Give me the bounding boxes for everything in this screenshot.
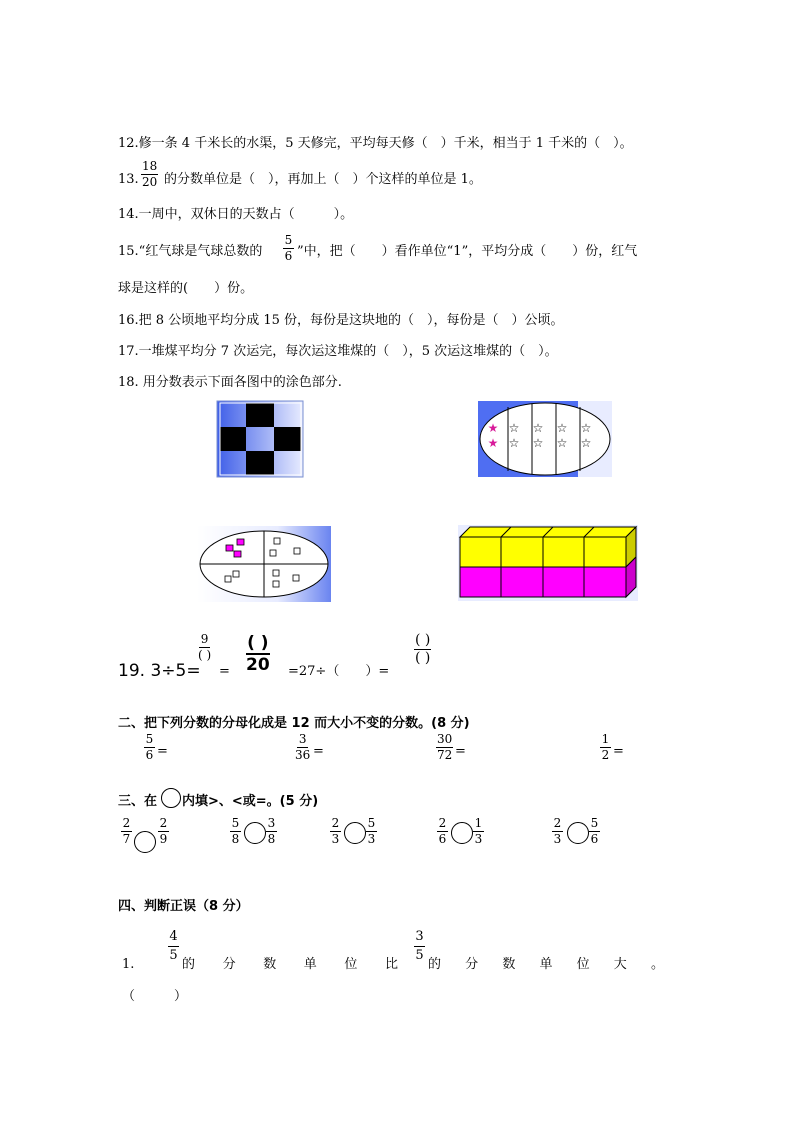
equals-sign: = bbox=[157, 744, 168, 759]
compare-left-fraction bbox=[230, 817, 241, 846]
compare-circle-input[interactable] bbox=[344, 822, 366, 844]
judgement-1-fraction-2 bbox=[414, 929, 425, 964]
star-outline-icon: ☆ bbox=[532, 436, 544, 450]
section-2-heading: 二、把下列分数的分母化成是 12 而大小不变的分数。(8 分) bbox=[118, 716, 470, 731]
compare-right-fraction bbox=[158, 817, 169, 846]
section-3-heading-end: 内填>、<或=。(5 分) bbox=[182, 794, 319, 809]
fraction-numerator: ( ) bbox=[247, 633, 269, 653]
fraction-denominator: 3 bbox=[553, 832, 562, 846]
fraction-numerator: ( ) bbox=[415, 632, 431, 648]
fraction-numerator: 2 bbox=[553, 816, 562, 830]
compare-right-fraction bbox=[473, 817, 484, 846]
fraction-denominator: 20 bbox=[142, 175, 158, 189]
fraction-numerator: 5 bbox=[284, 233, 293, 247]
char: 分 bbox=[465, 957, 479, 972]
compare-right-fraction bbox=[589, 817, 600, 846]
compare-left-fraction bbox=[121, 817, 132, 846]
figure-cube-ellipse bbox=[197, 526, 331, 602]
star-outline-icon: ☆ bbox=[580, 436, 592, 450]
question-19-middle: =27÷（ ）= bbox=[288, 664, 390, 679]
star-outline-icon: ☆ bbox=[508, 436, 520, 450]
star-outline-icon: ☆ bbox=[532, 421, 544, 435]
filled-star-icon: ★ bbox=[487, 436, 499, 450]
compare-circle-input[interactable] bbox=[134, 831, 156, 853]
fraction-denominator: 20 bbox=[246, 655, 270, 675]
fraction-numerator: 2 bbox=[122, 816, 131, 830]
fraction-numerator: 2 bbox=[159, 816, 168, 830]
char: 分 bbox=[222, 957, 236, 972]
section-2-fraction-3 bbox=[436, 733, 453, 762]
char: 单 bbox=[303, 957, 317, 972]
fraction-numerator: 18 bbox=[142, 159, 158, 173]
section-2-fraction-2 bbox=[295, 733, 310, 762]
judgement-1-fraction-1 bbox=[168, 929, 179, 964]
compare-circle-input[interactable] bbox=[567, 822, 589, 844]
fraction-denominator: 3 bbox=[474, 832, 483, 846]
question-13-text: 的分数单位是（ ），再加上（ ）个这样的单位是 1。 bbox=[164, 172, 482, 187]
question-15-part-a: 15.“红气球是气球总数的 bbox=[118, 244, 263, 259]
fraction-denominator: 72 bbox=[437, 748, 453, 762]
section-4-heading: 四、判断正误（8 分） bbox=[118, 899, 249, 914]
char: 的 bbox=[428, 957, 442, 972]
compare-right-fraction bbox=[366, 817, 377, 846]
compare-circle-input[interactable] bbox=[244, 822, 266, 844]
compare-right-fraction bbox=[266, 817, 277, 846]
fraction-numerator: 9 bbox=[200, 632, 209, 646]
fraction-denominator: 7 bbox=[122, 832, 131, 846]
question-14: 14.一周中，双休日的天数占（ ）。 bbox=[118, 207, 354, 222]
question-18: 18. 用分数表示下面各图中的涂色部分. bbox=[118, 375, 342, 390]
char: 比 bbox=[384, 957, 398, 972]
fraction-numerator: 5 bbox=[231, 816, 240, 830]
question-17: 17.一堆煤平均分 7 次运完，每次运这堆煤的（ ），5 次运这堆煤的（ ）。 bbox=[118, 344, 558, 359]
fraction-numerator: 4 bbox=[168, 929, 179, 947]
fraction-denominator: 3 bbox=[367, 832, 376, 846]
question-15-line2: 球是这样的( ）份。 bbox=[118, 281, 254, 296]
fraction-numerator: 1 bbox=[601, 732, 610, 746]
compare-left-fraction bbox=[437, 817, 448, 846]
compare-circle-icon bbox=[161, 788, 181, 808]
judgement-1-end-text bbox=[428, 957, 664, 973]
fraction-numerator: 2 bbox=[331, 816, 340, 830]
star-outline-icon: ☆ bbox=[580, 421, 592, 435]
star-outline-icon: ☆ bbox=[556, 421, 568, 435]
compare-left-fraction bbox=[552, 817, 563, 846]
fraction-denominator: 5 bbox=[415, 948, 424, 963]
section-3-heading-start: 三、在 bbox=[118, 794, 158, 809]
section-2-fraction-4 bbox=[600, 733, 611, 762]
compare-circle-input[interactable] bbox=[451, 822, 473, 844]
fraction-denominator: ( ) bbox=[415, 650, 431, 666]
compare-left-fraction bbox=[330, 817, 341, 846]
judgement-1-label: 1. bbox=[122, 957, 135, 972]
fraction-denominator: 6 bbox=[438, 832, 447, 846]
fraction-numerator: 30 bbox=[437, 732, 453, 746]
char: 位 bbox=[344, 957, 358, 972]
fraction-numerator: 3 bbox=[298, 732, 307, 746]
question-13-fraction bbox=[141, 160, 158, 189]
question-19-label: 19. 3÷5= bbox=[118, 661, 201, 681]
section-2-fraction-1 bbox=[144, 733, 155, 762]
equals-sign: = bbox=[613, 744, 624, 759]
question-12: 12.修一条 4 千米长的水渠，5 天修完，平均每天修（ ）千米，相当于 1 千米的（ ）。 bbox=[118, 136, 633, 151]
question-19-fraction-3 bbox=[414, 633, 431, 666]
fraction-denominator: 8 bbox=[267, 832, 276, 846]
figure-star-ellipse bbox=[478, 401, 612, 477]
char: 数 bbox=[502, 957, 516, 972]
char: 大 bbox=[613, 957, 627, 972]
star-outline-icon: ☆ bbox=[556, 436, 568, 450]
fraction-denominator: 3 bbox=[331, 832, 340, 846]
fraction-denominator: 6 bbox=[145, 748, 154, 762]
char: 的 bbox=[182, 957, 196, 972]
fraction-denominator: ( ) bbox=[198, 648, 212, 662]
fraction-numerator: 2 bbox=[438, 816, 447, 830]
fraction-denominator: 2 bbox=[601, 748, 610, 762]
question-15-part-b: ”中，把（ ）看作单位“1”，平均分成（ ）份，红气 bbox=[297, 244, 638, 259]
fraction-denominator: 36 bbox=[295, 748, 311, 762]
fraction-numerator: 5 bbox=[145, 732, 154, 746]
fraction-numerator: 5 bbox=[590, 816, 599, 830]
char: 单 bbox=[539, 957, 553, 972]
char: 位 bbox=[576, 957, 590, 972]
char: 数 bbox=[263, 957, 277, 972]
fraction-numerator: 3 bbox=[267, 816, 276, 830]
judgement-1-middle-text bbox=[182, 957, 398, 973]
question-19-fraction-2 bbox=[246, 634, 270, 674]
fraction-numerator: 5 bbox=[367, 816, 376, 830]
fraction-denominator: 8 bbox=[231, 832, 240, 846]
figure-checkerboard bbox=[217, 401, 303, 477]
fraction-numerator: 3 bbox=[414, 929, 425, 947]
fraction-denominator: 5 bbox=[169, 948, 178, 963]
fraction-denominator: 6 bbox=[590, 832, 599, 846]
question-15-fraction bbox=[283, 234, 294, 263]
figure-cuboid-rows bbox=[458, 525, 638, 601]
filled-star-icon: ★ bbox=[487, 421, 499, 435]
question-16: 16.把 8 公顷地平均分成 15 份，每份是这块地的（ ），每份是（ ）公顷。 bbox=[118, 313, 564, 328]
equals-sign: = bbox=[455, 744, 466, 759]
star-outline-icon: ☆ bbox=[508, 421, 520, 435]
question-19-fraction-1 bbox=[198, 633, 211, 662]
char: 。 bbox=[650, 957, 664, 972]
question-13-prefix: 13. bbox=[118, 172, 139, 187]
equals-sign: = bbox=[313, 744, 324, 759]
fraction-denominator: 9 bbox=[159, 832, 168, 846]
judgement-1-answer: （ ） bbox=[122, 989, 188, 1004]
equals-sign: = bbox=[219, 664, 230, 679]
fraction-denominator: 6 bbox=[284, 249, 293, 263]
fraction-numerator: 1 bbox=[474, 816, 483, 830]
